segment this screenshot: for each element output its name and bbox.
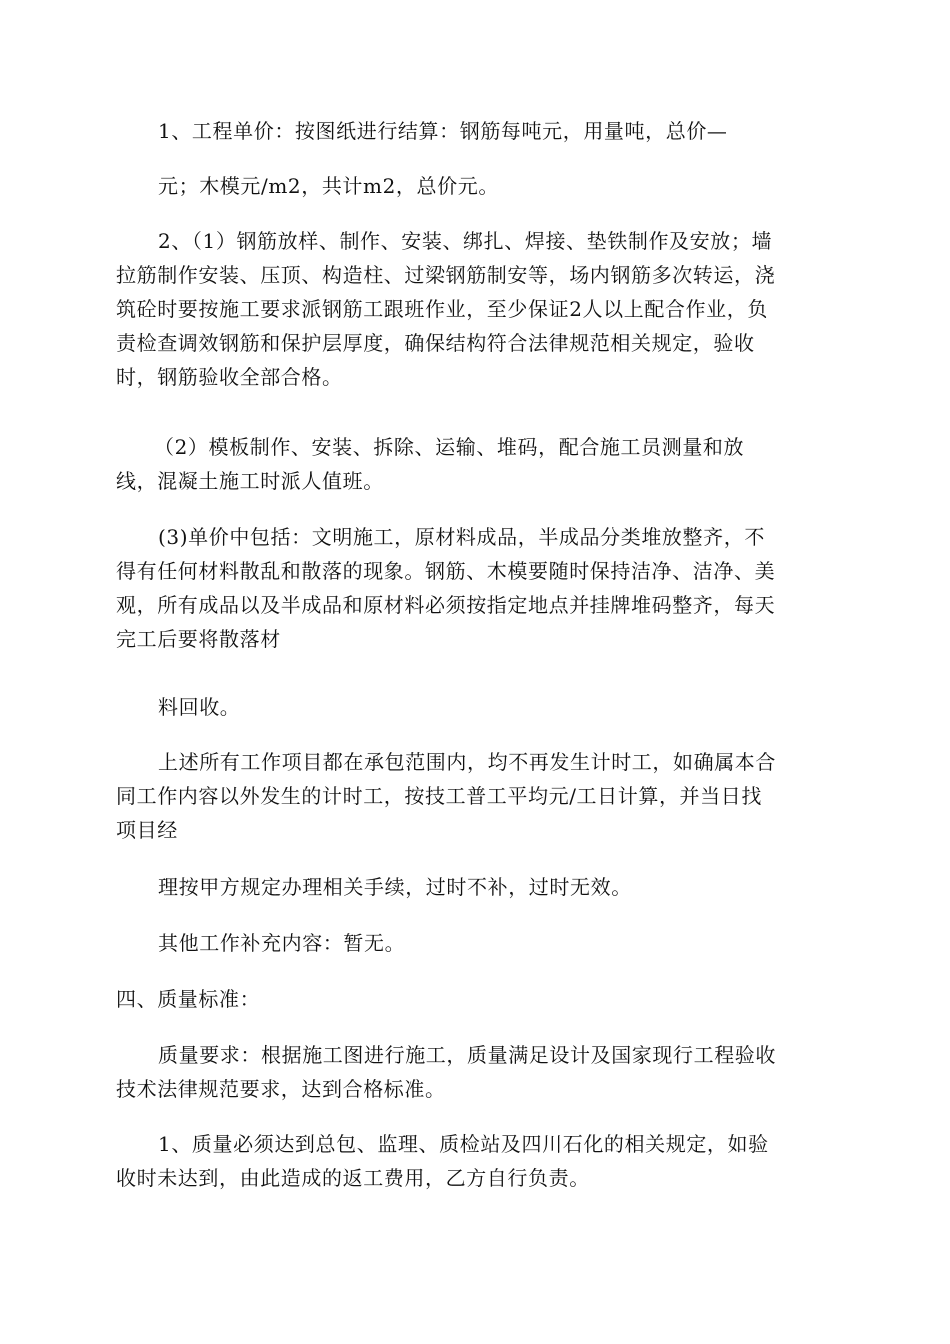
text-line: 拉筋制作安装、压顶、构造柱、过梁钢筋制安等，场内钢筋多次转运，浇	[116, 263, 776, 287]
text-line: (3)单价中包括：文明施工，原材料成品，半成品分类堆放整齐，不	[158, 525, 765, 549]
text-line: 四、质量标准：	[116, 987, 261, 1011]
text-line: 上述所有工作项目都在承包范围内，均不再发生计时工，如确属本合	[158, 750, 776, 774]
text-line: 元；木模元/m2，共计m2，总价元。	[158, 174, 499, 198]
text-line: 责检查调效钢筋和保护层厚度，确保结构符合法律规范相关规定，验收	[116, 331, 755, 355]
paragraph-unit-price-cont	[116, 169, 836, 203]
text-line: 1、质量必须达到总包、监理、质检站及四川石化的相关规定，如验	[158, 1132, 769, 1156]
paragraph-quality-item-1	[116, 1127, 836, 1195]
paragraph-procedures	[116, 870, 836, 904]
text-line: 1、工程单价：按图纸进行结算：钢筋每吨元，用量吨，总价—	[158, 119, 728, 143]
section-heading-quality	[116, 982, 836, 1016]
paragraph-unit-price	[116, 114, 836, 148]
text-line: 其他工作补充内容：暂无。	[158, 931, 406, 955]
text-line: 收时未达到，由此造成的返工费用，乙方自行负责。	[116, 1166, 590, 1190]
paragraph-formwork	[116, 430, 836, 498]
text-line: 得有任何材料散乱和散落的现象。钢筋、木模要随时保持洁净、洁净、美	[116, 559, 776, 583]
text-line: 同工作内容以外发生的计时工，按技工普工平均元/工日计算，并当日找	[116, 784, 762, 808]
text-line: 料回收。	[158, 695, 241, 719]
text-line: 2、（1）钢筋放样、制作、安装、绑扎、焊接、垫铁制作及安放；墙	[158, 229, 773, 253]
paragraph-scope	[116, 745, 836, 847]
text-line: 完工后要将散落材	[116, 627, 281, 651]
paragraph-price-includes	[116, 520, 836, 656]
text-line: 项目经	[116, 818, 178, 842]
text-line: 理按甲方规定办理相关手续，过时不补，过时无效。	[158, 875, 632, 899]
text-line: 线，混凝土施工时派人值班。	[116, 469, 384, 493]
text-line: 筑砼时要按施工要求派钢筋工跟班作业，至少保证2人以上配合作业，负	[116, 297, 768, 321]
paragraph-material-recovery	[116, 690, 836, 724]
text-line: 观，所有成品以及半成品和原材料必须按指定地点并挂牌堆码整齐，每天	[116, 593, 776, 617]
text-line: 质量要求：根据施工图进行施工，质量满足设计及国家现行工程验收	[158, 1043, 776, 1067]
paragraph-other-work	[116, 926, 836, 960]
text-line: （2）模板制作、安装、拆除、运输、堆码，配合施工员测量和放	[154, 435, 745, 459]
text-line: 技术法律规范要求，达到合格标准。	[116, 1077, 446, 1101]
paragraph-rebar-work	[116, 224, 836, 394]
text-line: 时，钢筋验收全部合格。	[116, 365, 343, 389]
paragraph-quality-requirements	[116, 1038, 836, 1106]
